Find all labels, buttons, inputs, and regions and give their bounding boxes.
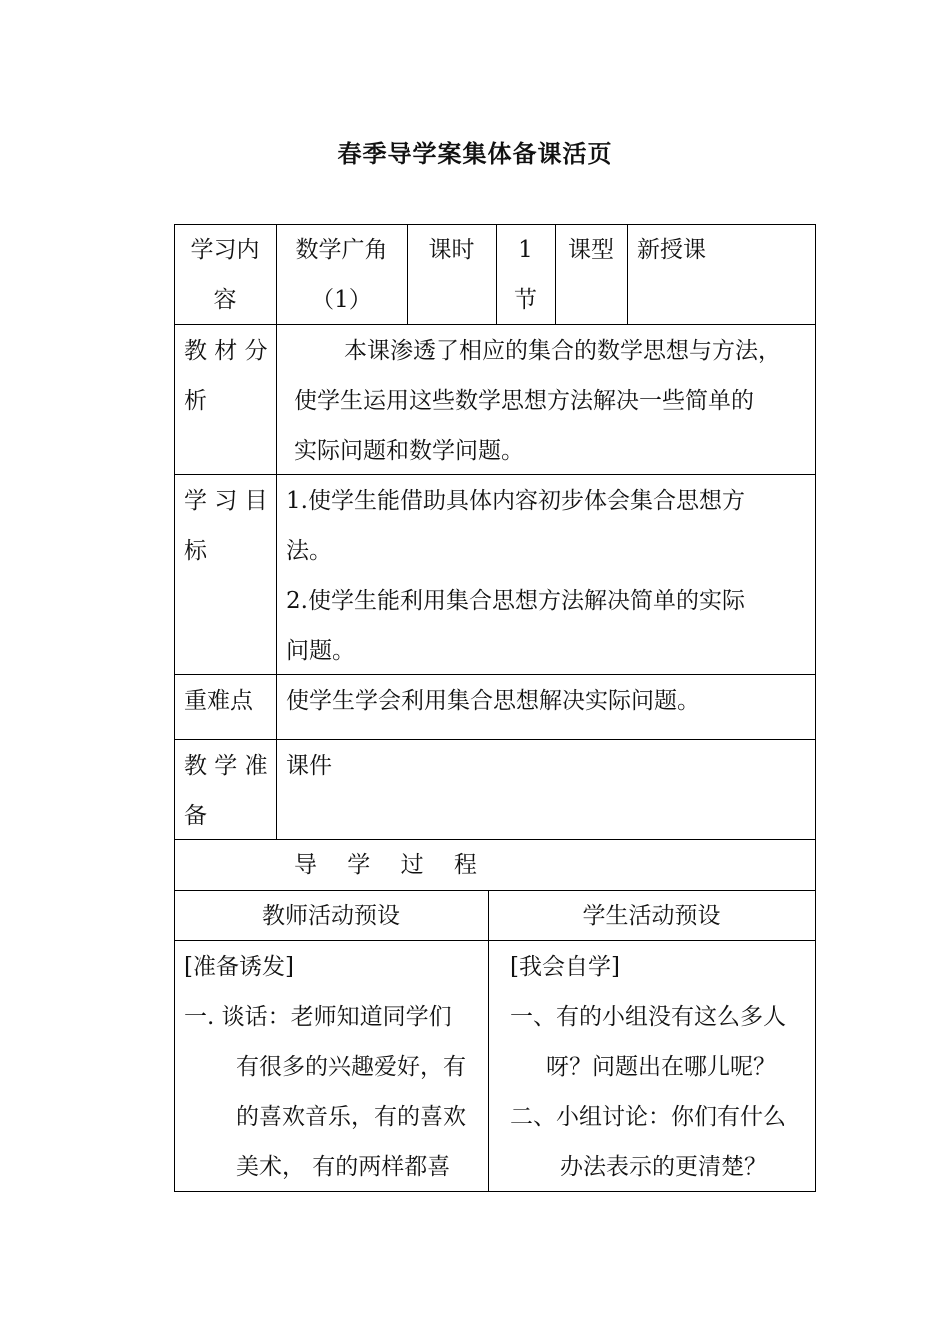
analysis-text: 本课渗透了相应的集合的数学思想与方法， 使学生运用这些数学思想方法解决一些简单的 实际问题和数学问题。 [294,338,781,464]
key-points-text: 使学生学会利用集合思想解决实际问题。 [286,688,700,714]
preparation-label: 教 学 准 备 [184,753,268,829]
teacher-column-header: 教师活动预设 [262,903,400,929]
student-column-header: 学生活动预设 [582,903,721,929]
period-label: 课时 [428,237,475,263]
type-value: 新授课 [637,237,706,263]
page-title: 春季导学案集体备课活页 [337,139,613,168]
analysis-label: 教 材 分 析 [184,338,268,414]
type-label: 课型 [568,237,614,263]
table-rule [174,739,816,740]
key-points-label: 重难点 [184,688,253,714]
table-border-left [174,224,175,1192]
objectives-label: 学 习 目 标 [184,488,268,564]
table-rule [174,839,816,840]
teacher-activity: [准备诱发] 一. 谈话：老师知道同学们 有很多的兴趣爱好，有 的喜欢音乐，有的喜欢 美术， 有的两样都喜 [184,954,466,1180]
topic-value: 数学广角 （1） [295,237,388,313]
process-heading: 导 学 过 程 [294,852,477,878]
preparation-text: 课件 [286,753,332,779]
content-label: 学习内 容 [190,237,260,313]
table-border-right [815,224,816,1192]
table-rule [627,224,628,324]
period-value: 1 节 [514,237,537,313]
student-activity: [我会自学] 一、有的小组没有这么多人 呀？问题出在哪儿呢？ 二、小组讨论：你们有什么 办法表示的更清楚？ [510,954,786,1180]
objectives-text: 1.使学生能借助具体内容初步体会集合思想方 法。 2.使学生能利用集合思想方法解决简单的实际 问题。 [286,488,745,664]
